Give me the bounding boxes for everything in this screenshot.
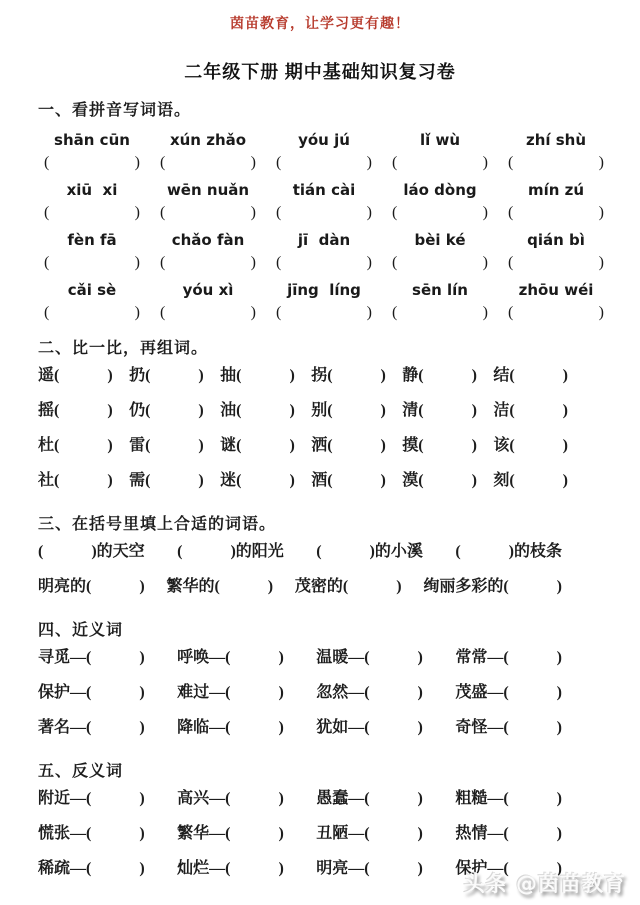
paren-open: ( (276, 304, 282, 321)
word-blank: 拐( ) (311, 367, 386, 384)
word-blank: 漠( ) (402, 472, 477, 489)
pinyin-text: zhōu wéi (518, 281, 594, 299)
pinyin-word-cell (382, 272, 498, 322)
pinyin-text: mín zú (527, 181, 585, 199)
paren-close: ) (134, 204, 140, 221)
word-blank: ( )的枝条 (455, 543, 562, 560)
paren-open: ( (392, 154, 398, 171)
pinyin-word-cell (34, 272, 150, 322)
pinyin-grid (34, 122, 614, 322)
paren-close: ) (482, 304, 488, 321)
section-heading-antonyms: 五、反义词 (38, 763, 124, 780)
pinyin-word-cell (266, 272, 382, 322)
pinyin-text: láo dòng (403, 181, 477, 199)
pinyin-text: lǐ wù (419, 131, 461, 149)
answer-blank (508, 304, 604, 322)
paren-open: ( (276, 254, 282, 271)
section-heading-fill: 三、在括号里填上合适的词语。 (38, 516, 277, 533)
compare-row (38, 463, 568, 498)
paren-open: ( (276, 204, 282, 221)
pinyin-word-cell (150, 272, 266, 322)
paren-close: ) (482, 204, 488, 221)
paren-open: ( (508, 154, 514, 171)
antonym-row (38, 781, 562, 816)
section-heading-synonyms: 四、近义词 (38, 622, 124, 639)
answer-blank (508, 254, 604, 272)
answer-blank (160, 254, 256, 272)
word-blank: 稀疏—( ) (38, 860, 145, 877)
word-blank: 茂盛—( ) (455, 684, 562, 701)
answer-blank (44, 154, 140, 172)
word-blank: 茂密的( ) (294, 578, 402, 595)
paren-close: ) (134, 254, 140, 271)
word-blank: 奇怪—( ) (455, 719, 562, 736)
pinyin-word-cell (150, 222, 266, 272)
word-blank: 附近—( ) (38, 790, 145, 807)
toutiao-watermark: 头条 @茵苗教育 (463, 872, 626, 896)
paren-close: ) (250, 204, 256, 221)
paren-open: ( (392, 204, 398, 221)
pinyin-row (34, 272, 614, 322)
synonym-row (38, 710, 562, 745)
antonym-row (38, 816, 562, 851)
answer-blank (508, 154, 604, 172)
pinyin-text: yóu jú (298, 131, 350, 149)
fill-row (38, 534, 562, 569)
pinyin-text: wēn nuǎn (166, 181, 250, 199)
answer-blank (44, 304, 140, 322)
pinyin-text: fèn fā (67, 231, 117, 249)
word-blank: 社( ) (38, 472, 113, 489)
pinyin-text: cǎi sè (67, 281, 117, 299)
paren-close: ) (482, 254, 488, 271)
fill-row (38, 569, 562, 604)
answer-blank (160, 304, 256, 322)
paren-close: ) (482, 154, 488, 171)
synonym-row (38, 640, 562, 675)
word-blank: 粗糙—( ) (455, 790, 562, 807)
compare-row (38, 428, 568, 463)
paren-open: ( (160, 204, 166, 221)
word-blank: 迷( ) (220, 472, 295, 489)
word-blank: 忽然—( ) (316, 684, 423, 701)
paren-close: ) (366, 204, 372, 221)
word-blank: 慌张—( ) (38, 825, 145, 842)
paren-open: ( (508, 304, 514, 321)
word-blank: 明亮—( ) (316, 860, 423, 877)
word-blank: 油( ) (220, 402, 295, 419)
pinyin-word-cell (34, 172, 150, 222)
word-blank: 仍( ) (129, 402, 204, 419)
paren-close: ) (598, 204, 604, 221)
answer-blank (44, 204, 140, 222)
pinyin-row (34, 222, 614, 272)
word-blank: 刻( ) (493, 472, 568, 489)
pinyin-word-cell (498, 122, 614, 172)
pinyin-word-cell (382, 122, 498, 172)
word-blank: 绚丽多彩的( ) (423, 578, 562, 595)
paren-open: ( (392, 254, 398, 271)
paren-open: ( (160, 304, 166, 321)
answer-blank (276, 204, 372, 222)
pinyin-text: jī dàn (297, 231, 351, 249)
word-blank: 保护—( ) (38, 684, 145, 701)
answer-blank (276, 304, 372, 322)
paren-close: ) (598, 154, 604, 171)
compare-row (38, 393, 568, 428)
word-blank: 保护—( ) (455, 860, 562, 877)
paren-open: ( (44, 154, 50, 171)
paren-open: ( (44, 254, 50, 271)
word-blank: 抽( ) (220, 367, 295, 384)
answer-blank (508, 204, 604, 222)
synonym-row (38, 675, 562, 710)
section-heading-compare: 二、比一比，再组词。 (38, 340, 209, 357)
pinyin-word-cell (382, 172, 498, 222)
word-blank: 高兴—( ) (177, 790, 284, 807)
answer-blank (392, 154, 488, 172)
word-blank: 清( ) (402, 402, 477, 419)
word-blank: ( )的阳光 (177, 543, 284, 560)
pinyin-text: shān cūn (54, 131, 130, 149)
word-blank: 摇( ) (38, 402, 113, 419)
answer-blank (392, 304, 488, 322)
word-blank: 著名—( ) (38, 719, 145, 736)
page-title: 二年级下册 期中基础知识复习卷 (184, 62, 456, 82)
pinyin-word-cell (498, 172, 614, 222)
answer-blank (276, 254, 372, 272)
pinyin-text: chǎo fàn (171, 231, 245, 249)
word-blank: 寻觅—( ) (38, 649, 145, 666)
pinyin-text: bèi ké (414, 231, 466, 249)
pinyin-text: sēn lín (412, 281, 468, 299)
word-blank: 繁华的( ) (166, 578, 274, 595)
paren-open: ( (44, 304, 50, 321)
word-blank: ( )的天空 (38, 543, 145, 560)
brand-header: 茵苗教育，让学习更有趣！ (230, 17, 410, 32)
paren-open: ( (276, 154, 282, 171)
pinyin-word-cell (498, 272, 614, 322)
word-blank: 温暖—( ) (316, 649, 423, 666)
paren-close: ) (250, 254, 256, 271)
answer-blank (44, 254, 140, 272)
pinyin-text: yóu xì (182, 281, 234, 299)
pinyin-text: tián cài (292, 181, 356, 199)
word-blank: 扔( ) (129, 367, 204, 384)
word-blank: 谜( ) (220, 437, 295, 454)
answer-blank (392, 254, 488, 272)
word-blank: 灿烂—( ) (177, 860, 284, 877)
word-blank: 静( ) (402, 367, 477, 384)
word-blank: 热情—( ) (455, 825, 562, 842)
pinyin-text: xiū xi (66, 181, 118, 199)
paren-open: ( (508, 254, 514, 271)
pinyin-word-cell (498, 222, 614, 272)
paren-close: ) (250, 154, 256, 171)
pinyin-word-cell (150, 122, 266, 172)
word-blank: 常常—( ) (455, 649, 562, 666)
paren-close: ) (134, 304, 140, 321)
word-blank: 明亮的( ) (38, 578, 145, 595)
word-blank: 摸( ) (402, 437, 477, 454)
answer-blank (276, 154, 372, 172)
word-blank: 难过—( ) (177, 684, 284, 701)
word-blank: 酒( ) (311, 472, 386, 489)
pinyin-word-cell (150, 172, 266, 222)
paren-close: ) (250, 304, 256, 321)
compare-row (38, 358, 568, 393)
word-blank: 结( ) (493, 367, 568, 384)
word-blank: 洒( ) (311, 437, 386, 454)
pinyin-word-cell (382, 222, 498, 272)
word-blank: 繁华—( ) (177, 825, 284, 842)
paren-close: ) (366, 254, 372, 271)
paren-open: ( (160, 254, 166, 271)
pinyin-word-cell (34, 222, 150, 272)
pinyin-row (34, 172, 614, 222)
pinyin-text: zhí shù (525, 131, 587, 149)
pinyin-text: jīng líng (287, 281, 361, 299)
paren-open: ( (160, 154, 166, 171)
paren-close: ) (366, 304, 372, 321)
pinyin-word-cell (266, 122, 382, 172)
word-blank: 洁( ) (493, 402, 568, 419)
pinyin-word-cell (266, 222, 382, 272)
word-blank: 雷( ) (129, 437, 204, 454)
paren-close: ) (598, 254, 604, 271)
answer-blank (160, 204, 256, 222)
paren-close: ) (134, 154, 140, 171)
paren-open: ( (392, 304, 398, 321)
word-blank: 杜( ) (38, 437, 113, 454)
word-blank: 降临—( ) (177, 719, 284, 736)
paren-close: ) (598, 304, 604, 321)
word-blank: 丑陋—( ) (316, 825, 423, 842)
word-blank: 愚蠢—( ) (316, 790, 423, 807)
answer-blank (392, 204, 488, 222)
word-blank: 遥( ) (38, 367, 113, 384)
answer-blank (160, 154, 256, 172)
pinyin-word-cell (34, 122, 150, 172)
pinyin-text: qián bì (527, 231, 585, 249)
word-blank: 该( ) (493, 437, 568, 454)
pinyin-word-cell (266, 172, 382, 222)
paren-open: ( (508, 204, 514, 221)
paren-open: ( (44, 204, 50, 221)
word-blank: 犹如—( ) (316, 719, 423, 736)
word-blank: 别( ) (311, 402, 386, 419)
word-blank: ( )的小溪 (316, 543, 423, 560)
section-heading-pinyin: 一、看拼音写词语。 (38, 102, 192, 119)
pinyin-text: xún zhǎo (169, 131, 247, 149)
word-blank: 呼唤—( ) (177, 649, 284, 666)
word-blank: 需( ) (129, 472, 204, 489)
pinyin-row (34, 122, 614, 172)
paren-close: ) (366, 154, 372, 171)
